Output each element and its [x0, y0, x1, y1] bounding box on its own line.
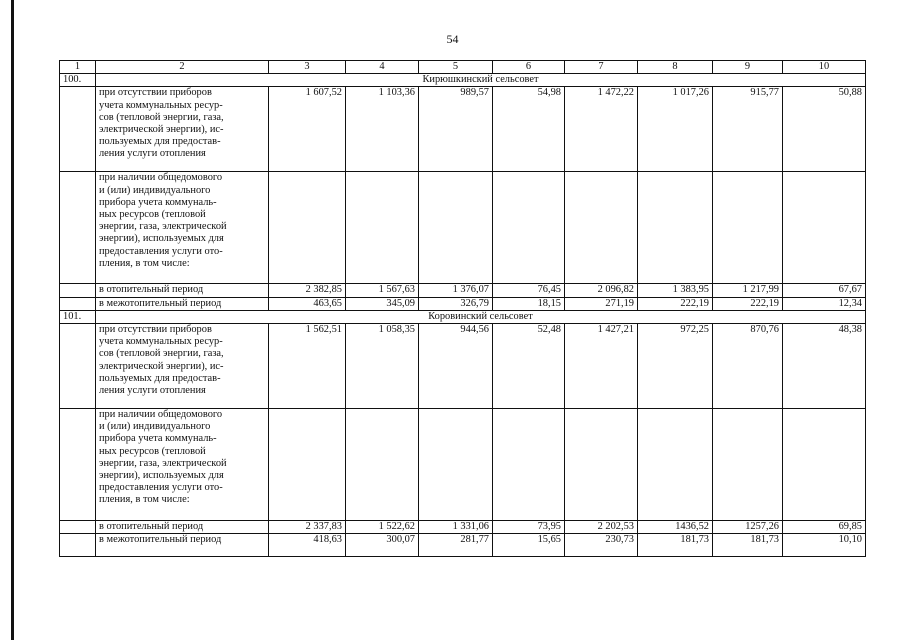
- value-cell: [493, 172, 565, 284]
- header-cell: 3: [269, 61, 346, 74]
- table-row: [60, 297, 866, 310]
- row-label: при отсутствии приборов учета коммунальных ресур- сов (тепловой энергии, газа, электрической энергии), ис- пользуемых для предостав- ления услуги отопления: [96, 87, 269, 172]
- value-cell: 1 103,36: [346, 87, 419, 172]
- value-cell: 15,65: [493, 534, 565, 557]
- section-code: 100.: [60, 74, 96, 87]
- code-cell: [60, 324, 96, 409]
- value-cell: 915,77: [713, 87, 783, 172]
- row-label: в отопительный период: [96, 521, 269, 534]
- value-cell: [713, 172, 783, 284]
- value-cell: [419, 172, 493, 284]
- row-label: в отопительный период: [96, 284, 269, 297]
- section-row: [60, 74, 866, 87]
- value-cell: [638, 172, 713, 284]
- value-cell: 222,19: [713, 297, 783, 310]
- value-cell: 972,25: [638, 324, 713, 409]
- value-cell: [713, 409, 783, 521]
- value-cell: [565, 409, 638, 521]
- value-cell: 870,76: [713, 324, 783, 409]
- value-cell: [493, 409, 565, 521]
- value-cell: 18,15: [493, 297, 565, 310]
- value-cell: 222,19: [638, 297, 713, 310]
- value-cell: 2 382,85: [269, 284, 346, 297]
- row-label: при наличии общедомового и (или) индивидуального прибора учета коммуналь- ных ресурсов (тепловой энергии, газа, электрической энергии), используемых для предоставления услуги ото- пления, в том числе:: [96, 172, 269, 284]
- value-cell: 1 567,63: [346, 284, 419, 297]
- table-row: [60, 521, 866, 534]
- value-cell: 1 383,95: [638, 284, 713, 297]
- value-cell: 345,09: [346, 297, 419, 310]
- value-cell: 181,73: [638, 534, 713, 557]
- table-row: [60, 409, 866, 521]
- code-cell: [60, 534, 96, 557]
- value-cell: 67,67: [783, 284, 866, 297]
- value-cell: [269, 409, 346, 521]
- value-cell: 1257,26: [713, 521, 783, 534]
- code-cell: [60, 521, 96, 534]
- section-name: Коровинский сельсовет: [96, 310, 866, 323]
- value-cell: 230,73: [565, 534, 638, 557]
- value-cell: 1 562,51: [269, 324, 346, 409]
- value-cell: [346, 172, 419, 284]
- table-row: [60, 87, 866, 172]
- value-cell: 281,77: [419, 534, 493, 557]
- header-cell: 1: [60, 61, 96, 74]
- value-cell: 12,34: [783, 297, 866, 310]
- row-label: при отсутствии приборов учета коммунальных ресур- сов (тепловой энергии, газа, электрической энергии), ис- пользуемых для предостав- ления услуги отопления: [96, 324, 269, 409]
- value-cell: 1 058,35: [346, 324, 419, 409]
- value-cell: 2 096,82: [565, 284, 638, 297]
- value-cell: 2 202,53: [565, 521, 638, 534]
- header-cell: 5: [419, 61, 493, 74]
- value-cell: [419, 409, 493, 521]
- table-row: [60, 284, 866, 297]
- code-cell: [60, 172, 96, 284]
- value-cell: 69,85: [783, 521, 866, 534]
- value-cell: [565, 172, 638, 284]
- section-name: Кирюшкинский сельсовет: [96, 74, 866, 87]
- section-code: 101.: [60, 310, 96, 323]
- header-row: [60, 61, 866, 74]
- value-cell: 50,88: [783, 87, 866, 172]
- value-cell: 1 427,21: [565, 324, 638, 409]
- table-body: [60, 61, 866, 557]
- row-label: в межотопительный период: [96, 534, 269, 557]
- value-cell: [346, 409, 419, 521]
- value-cell: 326,79: [419, 297, 493, 310]
- header-cell: 8: [638, 61, 713, 74]
- value-cell: 1 331,06: [419, 521, 493, 534]
- value-cell: 463,65: [269, 297, 346, 310]
- value-cell: 271,19: [565, 297, 638, 310]
- value-cell: 418,63: [269, 534, 346, 557]
- value-cell: 300,07: [346, 534, 419, 557]
- value-cell: 1436,52: [638, 521, 713, 534]
- value-cell: 944,56: [419, 324, 493, 409]
- value-cell: 54,98: [493, 87, 565, 172]
- table-row: [60, 172, 866, 284]
- value-cell: [783, 172, 866, 284]
- value-cell: 48,38: [783, 324, 866, 409]
- value-cell: [783, 409, 866, 521]
- value-cell: 181,73: [713, 534, 783, 557]
- table-row: [60, 324, 866, 409]
- value-cell: 989,57: [419, 87, 493, 172]
- value-cell: 10,10: [783, 534, 866, 557]
- tariff-table: [59, 60, 866, 557]
- header-cell: 9: [713, 61, 783, 74]
- value-cell: 2 337,83: [269, 521, 346, 534]
- value-cell: 1 217,99: [713, 284, 783, 297]
- code-cell: [60, 284, 96, 297]
- header-cell: 4: [346, 61, 419, 74]
- page-number: 54: [446, 32, 459, 46]
- value-cell: 52,48: [493, 324, 565, 409]
- value-cell: 1 522,62: [346, 521, 419, 534]
- value-cell: [269, 172, 346, 284]
- section-row: [60, 310, 866, 323]
- page-left-edge: [11, 0, 14, 640]
- value-cell: 1 472,22: [565, 87, 638, 172]
- value-cell: [638, 409, 713, 521]
- code-cell: [60, 297, 96, 310]
- header-cell: 10: [783, 61, 866, 74]
- header-cell: 7: [565, 61, 638, 74]
- row-label: при наличии общедомового и (или) индивидуального прибора учета коммуналь- ных ресурсов (тепловой энергии, газа, электрической энергии), используемых для предоставления услуги ото- пления, в том числе:: [96, 409, 269, 521]
- value-cell: 1 607,52: [269, 87, 346, 172]
- value-cell: 76,45: [493, 284, 565, 297]
- header-cell: 6: [493, 61, 565, 74]
- value-cell: 1 017,26: [638, 87, 713, 172]
- value-cell: 1 376,07: [419, 284, 493, 297]
- header-cell: 2: [96, 61, 269, 74]
- row-label: в межотопительный период: [96, 297, 269, 310]
- table-row: [60, 534, 866, 557]
- code-cell: [60, 409, 96, 521]
- code-cell: [60, 87, 96, 172]
- value-cell: 73,95: [493, 521, 565, 534]
